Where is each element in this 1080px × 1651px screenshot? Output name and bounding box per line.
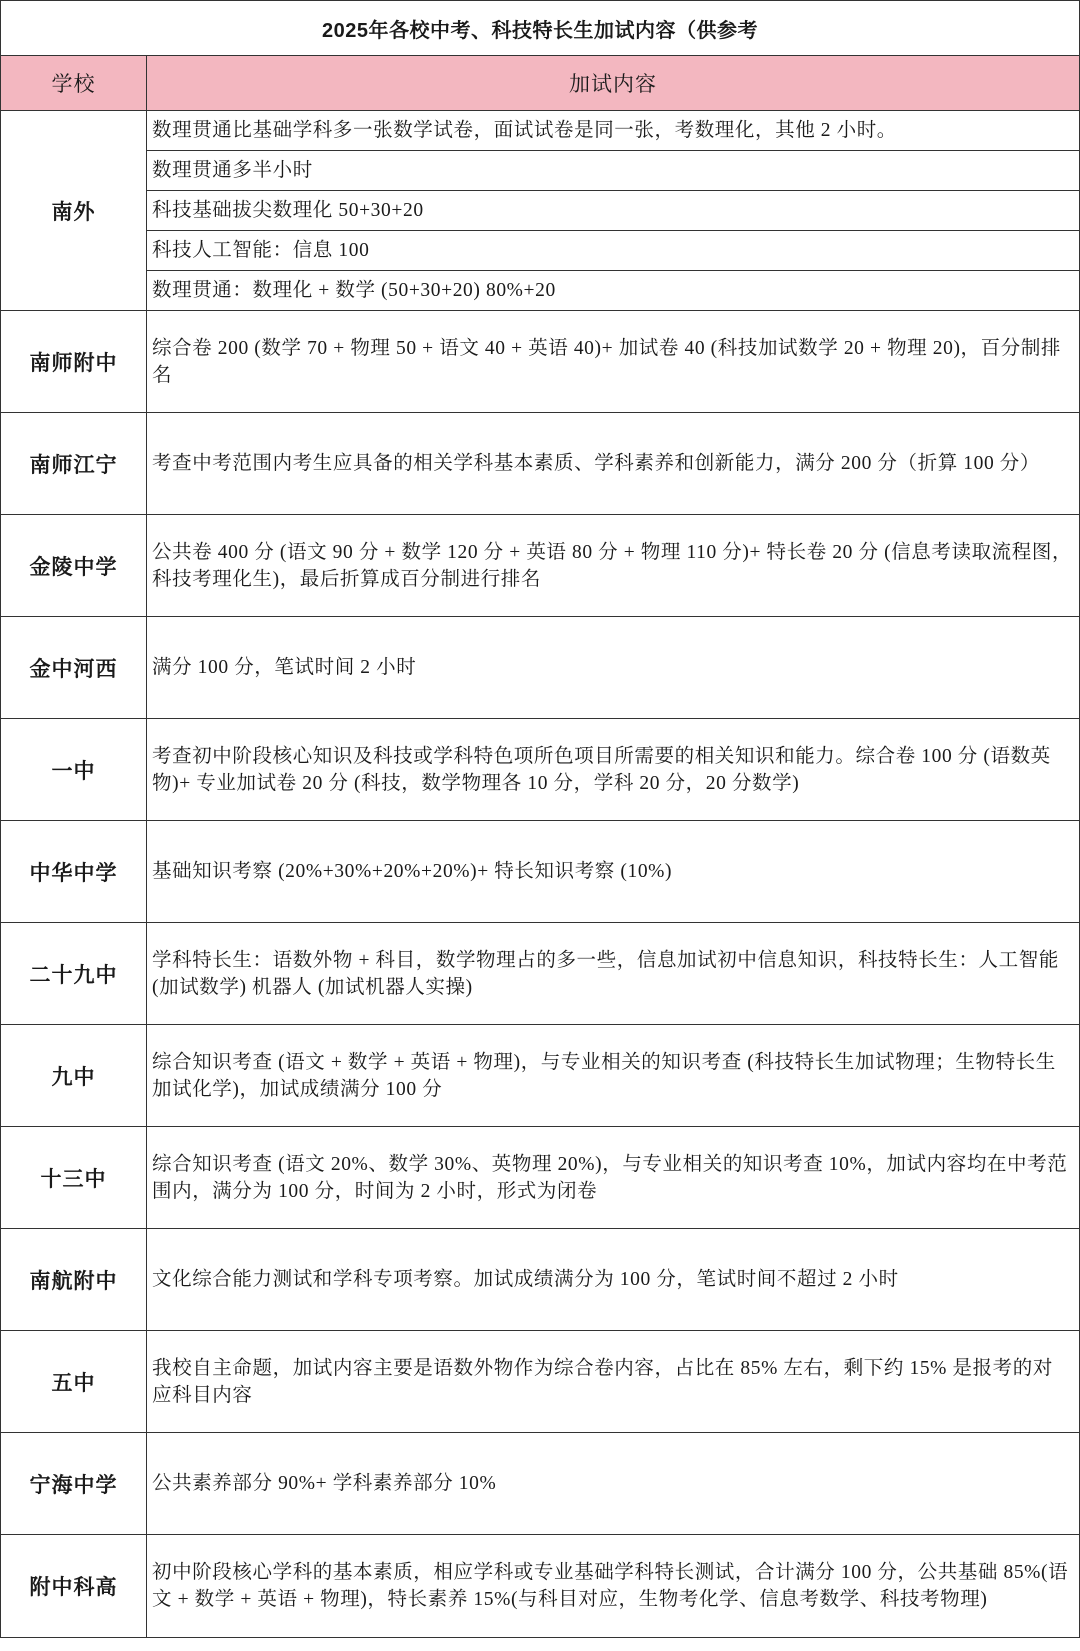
content-cell: 学科特长生：语数外物 + 科目，数学物理占的多一些，信息加试初中信息知识，科技特长生：人工智能 (加试数学) 机器人 (加试机器人实操) [147, 923, 1080, 1025]
content-cell: 公共素养部分 90%+ 学科素养部分 10% [147, 1433, 1080, 1535]
school-name: 中华中学 [1, 821, 147, 923]
header-content: 加试内容 [147, 56, 1080, 111]
school-name: 南师附中 [1, 311, 147, 413]
title-row [1, 1, 1080, 56]
school-name: 二十九中 [1, 923, 147, 1025]
header-school: 学校 [1, 56, 147, 111]
content-cell: 综合知识考查 (语文 20%、数学 30%、英物理 20%)，与专业相关的知识考查 10%，加试内容均在中考范围内，满分为 100 分，时间为 2 小时，形式为闭卷 [147, 1127, 1080, 1229]
school-name: 金中河西 [1, 617, 147, 719]
content-cell: 数理贯通：数理化 + 数学 (50+30+20) 80%+20 [147, 271, 1080, 311]
table-row [1, 231, 1080, 271]
table-row [1, 1535, 1080, 1638]
content-cell: 考查初中阶段核心知识及科技或学科特色项所色项目所需要的相关知识和能力。综合卷 100 分 (语数英物)+ 专业加试卷 20 分 (科技，数学物理各 10 分，学科 20 分，20 分数学) [147, 719, 1080, 821]
school-name: 五中 [1, 1331, 147, 1433]
school-name: 金陵中学 [1, 515, 147, 617]
table-row [1, 719, 1080, 821]
table-row [1, 617, 1080, 719]
content-cell: 满分 100 分，笔试时间 2 小时 [147, 617, 1080, 719]
content-cell: 公共卷 400 分 (语文 90 分 + 数学 120 分 + 英语 80 分 + 物理 110 分)+ 特长卷 20 分 (信息考读取流程图，科技考理化生)，最后折算成百分制进行排名 [147, 515, 1080, 617]
table-row [1, 1331, 1080, 1433]
content-cell: 数理贯通多半小时 [147, 151, 1080, 191]
table-row [1, 1025, 1080, 1127]
table-row [1, 151, 1080, 191]
table-row [1, 821, 1080, 923]
table-row [1, 111, 1080, 151]
school-name: 一中 [1, 719, 147, 821]
content-cell: 我校自主命题，加试内容主要是语数外物作为综合卷内容，占比在 85% 左右，剩下约 15% 是报考的对应科目内容 [147, 1331, 1080, 1433]
content-cell: 科技基础拔尖数理化 50+30+20 [147, 191, 1080, 231]
school-name: 宁海中学 [1, 1433, 147, 1535]
content-cell: 科技人工智能：信息 100 [147, 231, 1080, 271]
table-row [1, 1127, 1080, 1229]
table-row [1, 515, 1080, 617]
school-name: 南航附中 [1, 1229, 147, 1331]
content-cell: 初中阶段核心学科的基本素质，相应学科或专业基础学科特长测试，合计满分 100 分，公共基础 85%(语文 + 数学 + 英语 + 物理)，特长素养 15%(与科目对应，生物考化学、信息考数学、科技考物理) [147, 1535, 1080, 1638]
table-title: 2025年各校中考、科技特长生加试内容（供参考 [1, 1, 1080, 56]
content-cell: 综合卷 200 (数学 70 + 物理 50 + 语文 40 + 英语 40)+ 加试卷 40 (科技加试数学 20 + 物理 20)，百分制排名 [147, 311, 1080, 413]
content-cell: 文化综合能力测试和学科专项考察。加试成绩满分为 100 分，笔试时间不超过 2 小时 [147, 1229, 1080, 1331]
content-cell: 考查中考范围内考生应具备的相关学科基本素质、学科素养和创新能力，满分 200 分（折算 100 分） [147, 413, 1080, 515]
school-name: 南外 [1, 111, 147, 311]
table-row [1, 1433, 1080, 1535]
table-row [1, 271, 1080, 311]
table-row [1, 311, 1080, 413]
table-row [1, 923, 1080, 1025]
header-row [1, 56, 1080, 111]
table-row [1, 1229, 1080, 1331]
content-cell: 数理贯通比基础学科多一张数学试卷，面试试卷是同一张，考数理化，其他 2 小时。 [147, 111, 1080, 151]
content-cell: 基础知识考察 (20%+30%+20%+20%)+ 特长知识考察 (10%) [147, 821, 1080, 923]
school-name: 九中 [1, 1025, 147, 1127]
table-row [1, 191, 1080, 231]
content-cell: 综合知识考查 (语文 + 数学 + 英语 + 物理)，与专业相关的知识考查 (科技特长生加试物理；生物特长生加试化学)，加试成绩满分 100 分 [147, 1025, 1080, 1127]
school-name: 南师江宁 [1, 413, 147, 515]
school-name: 十三中 [1, 1127, 147, 1229]
table-row [1, 413, 1080, 515]
school-name: 附中科高 [1, 1535, 147, 1638]
